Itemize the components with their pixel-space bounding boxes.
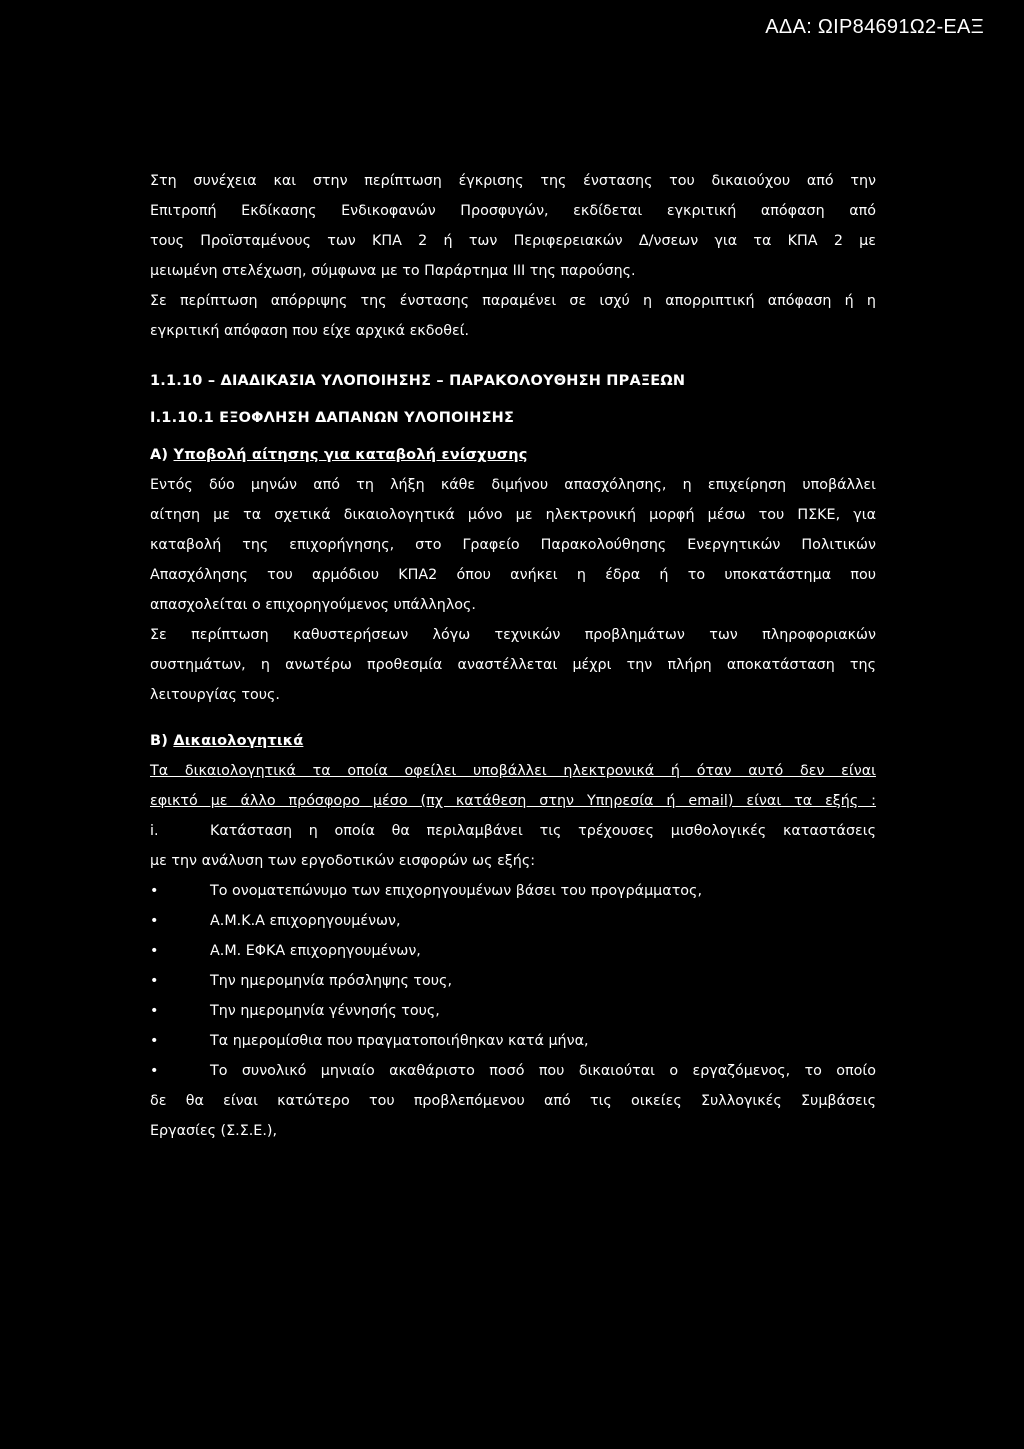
part-a-heading [150,440,876,470]
bullet-item [150,876,876,906]
bullet-icon: • [150,1003,159,1019]
bullet-icon: • [150,973,159,989]
part-a-line: απασχολείται ο επιχορηγούμενος υπάλληλος. [150,597,476,613]
intro-line: μειωμένη στελέχωση, σύμφωνα με το Παράρτημα ΙΙΙ της παρούσης. [150,263,636,279]
part-a-line: Εντός δύο μηνών από τη λήξη κάθε διμήνου απασχόλησης, η επιχείρηση υποβάλλει [150,477,876,493]
bullet-icon: • [150,913,159,929]
bullet-icon: • [150,1063,159,1079]
bullet-item [150,906,876,936]
part-a-label: Α) [150,447,169,463]
bullet-text: Α.Μ.Κ.Α επιχορηγουμένων, [210,913,401,929]
part-a-title: Υποβολή αίτησης για καταβολή ενίσχυσης [173,447,528,463]
part-b-intro-line: Τα δικαιολογητικά τα οποία οφείλει υποβάλλει ηλεκτρονικά ή όταν αυτό δεν είναι [150,763,876,779]
part-b-heading [150,726,876,756]
bullet-text: Την ημερομηνία γέννησής τους, [210,1003,440,1019]
part-a-line: αίτηση με τα σχετικά δικαιολογητικά μόνο με ηλεκτρονική μορφή μέσω του ΠΣΚΕ, για [150,507,876,523]
rejection-line: εγκριτική απόφαση που είχε αρχικά εκδοθεί. [150,323,470,339]
intro-line: Επιτροπή Εκδίκασης Ενδικοφανών Προσφυγών, εκδίδεται εγκριτική απόφαση από [150,203,876,219]
bullet-icon: • [150,1033,159,1049]
part-b-intro-line: εφικτό με άλλο πρόσφορο μέσο (πχ κατάθεση στην Υπηρεσία ή email) είναι τα εξής : [150,793,876,809]
ada-code: ΑΔΑ: ΩΙΡ84691Ω2-ΕΑΞ [765,16,984,38]
item-i-number: i. [150,823,159,839]
bullet-item [150,966,876,996]
delay-line: Σε περίπτωση καθυστερήσεων λόγω τεχνικών προβλημάτων των πληροφοριακών [150,627,876,643]
bullet-item [150,1026,876,1056]
bullet-icon: • [150,883,159,899]
item-i-continuation: με την ανάλυση των εργοδοτικών εισφορών ως εξής: [150,853,536,869]
bullet-text: Α.Μ. ΕΦΚΑ επιχορηγουμένων, [210,943,421,959]
part-b-title: Δικαιολογητικά [173,733,304,749]
rejection-line: Σε περίπτωση απόρριψης της ένστασης παραμένει σε ισχύ η απορριπτική απόφαση ή η [150,293,876,309]
bullet-continuation: Εργασίες (Σ.Σ.Ε.), [150,1123,277,1139]
section-subheading: Ι.1.10.1 ΕΞΟΦΛΗΣΗ ΔΑΠΑΝΩΝ ΥΛΟΠΟΙΗΣΗΣ [150,410,515,426]
delay-line: συστημάτων, η ανωτέρω προθεσμία αναστέλλεται μέχρι την πλήρη αποκατάσταση της [150,657,876,673]
bullet-text: Το συνολικό μηνιαίο ακαθάριστο ποσό που δικαιούται ο εργαζόμενος, το οποίο [210,1063,876,1079]
section-heading: 1.1.10 – ΔΙΑΔΙΚΑΣΙΑ ΥΛΟΠΟΙΗΣΗΣ – ΠΑΡΑΚΟΛΟΥΘΗΣΗ ΠΡΑΞΕΩΝ [150,373,686,389]
delay-line: λειτουργίας τους. [150,687,280,703]
bullet-text: Το ονοματεπώνυμο των επιχορηγουμένων βάσει του προγράμματος, [210,883,702,899]
document-body [150,166,876,1146]
bullet-item [150,1056,876,1086]
part-a-line: Απασχόλησης του αρμόδιου ΚΠΑ2 όπου ανήκει η έδρα ή το υποκατάστημα που [150,567,876,583]
intro-line: Στη συνέχεια και στην περίπτωση έγκρισης της ένστασης του δικαιούχου από την [150,173,876,189]
intro-line: τους Προϊσταμένους των ΚΠΑ 2 ή των Περιφερειακών Δ/νσεων για τα ΚΠΑ 2 με [150,233,876,249]
item-i-text: Κατάσταση η οποία θα περιλαμβάνει τις τρέχουσες μισθολογικές καταστάσεις [210,823,876,839]
bullet-text: Τα ημερομίσθια που πραγματοποιήθηκαν κατά μήνα, [210,1033,589,1049]
part-b-label: Β) [150,733,169,749]
bullet-continuation: δε θα είναι κατώτερο του προβλεπόμενου από τις οικείες Συλλογικές Συμβάσεις [150,1093,876,1109]
bullet-item [150,936,876,966]
bullet-item [150,996,876,1026]
bullet-text: Την ημερομηνία πρόσληψης τους, [210,973,452,989]
bullet-icon: • [150,943,159,959]
item-i [150,816,876,846]
part-a-line: καταβολή της επιχορήγησης, στο Γραφείο Παρακολούθησης Ενεργητικών Πολιτικών [150,537,876,553]
